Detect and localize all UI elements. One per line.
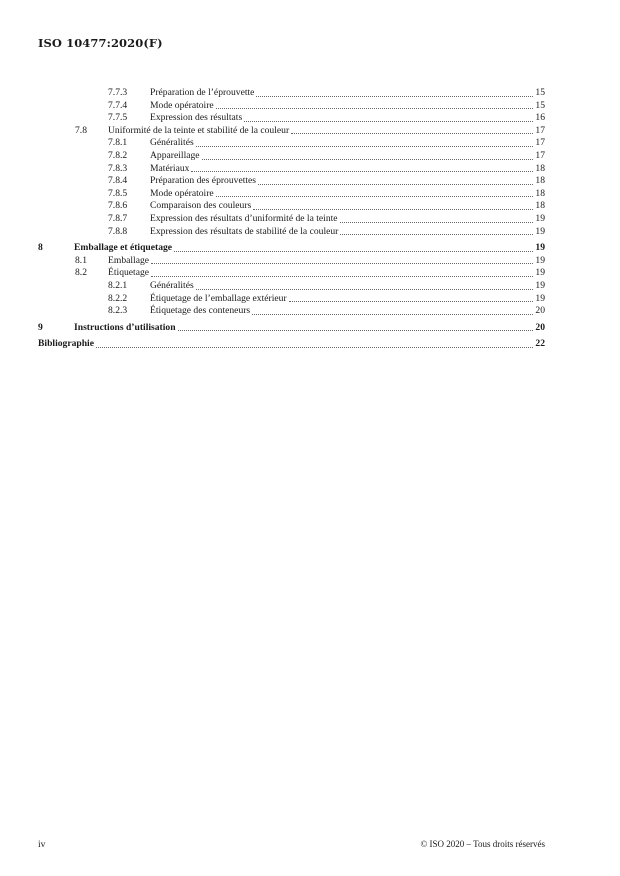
toc-entry-title[interactable]: Expression des résultats d’uniformité de la teinte	[150, 212, 338, 224]
dot-leader	[151, 268, 533, 277]
dot-leader	[258, 176, 533, 185]
toc-entry-title[interactable]: Comparaison des couleurs	[150, 200, 252, 212]
toc-entry-line	[150, 87, 545, 100]
toc-entry-page: 19	[535, 279, 545, 291]
toc-entry-page: 15	[535, 87, 545, 98]
toc-entry-title[interactable]: Uniformité de la teinte et stabilité de la couleur	[108, 124, 290, 136]
toc-entry-title[interactable]: Mode opératoire	[150, 187, 214, 199]
toc-entry-page: 19	[535, 212, 545, 224]
dot-leader	[151, 255, 533, 264]
dot-leader	[196, 138, 534, 147]
toc-entry[interactable]	[38, 267, 545, 280]
toc-entry-page: 22	[535, 338, 545, 350]
toc-entry-number: 7.7.3	[108, 87, 128, 98]
toc-entry-number: 7.8	[75, 124, 87, 136]
toc-entry-line	[150, 280, 545, 293]
toc-entry-number: 8	[38, 242, 43, 254]
toc-entry-title[interactable]: Étiquetage des conteneurs	[150, 305, 251, 317]
toc-entry-line	[150, 200, 545, 213]
toc-entry[interactable]	[38, 137, 545, 150]
dot-leader	[291, 125, 533, 134]
toc-entry-line	[108, 125, 545, 138]
toc-entry-page: 19	[535, 254, 545, 266]
toc-entry[interactable]	[38, 150, 545, 163]
toc-entry-line	[108, 255, 545, 268]
toc-entry-page: 19	[535, 242, 545, 254]
toc-entry[interactable]	[38, 293, 545, 306]
toc-entry-line	[38, 338, 545, 351]
toc-entry-page: 15	[535, 99, 545, 111]
dot-leader	[191, 163, 533, 172]
toc-entry-number: 7.8.3	[108, 162, 128, 174]
toc-entry-line	[150, 112, 545, 125]
toc-entry-title[interactable]: Étiquetage de l’emballage extérieur	[150, 292, 287, 304]
toc-entry-page: 18	[535, 162, 545, 174]
toc-entry-line	[150, 163, 545, 176]
dot-leader	[244, 113, 533, 122]
toc-entry[interactable]	[38, 125, 545, 138]
toc-entry-page: 20	[535, 321, 545, 333]
toc-entry-number: 7.8.6	[108, 200, 128, 212]
toc-entry-number: 8.2.1	[108, 279, 128, 291]
toc-entry-title[interactable]: Généralités	[150, 137, 194, 149]
toc-entry-page: 17	[535, 149, 545, 161]
toc-entry[interactable]	[38, 255, 545, 268]
toc-entry-line	[150, 100, 545, 113]
toc-entry[interactable]	[38, 188, 545, 201]
toc-entry-number: 7.8.7	[108, 212, 128, 224]
toc-entry-page: 19	[535, 292, 545, 304]
toc-entry-page: 18	[535, 187, 545, 199]
toc-entry-line	[150, 137, 545, 150]
dot-leader	[196, 281, 534, 290]
toc-entry-number: 9	[38, 321, 43, 333]
toc-entry[interactable]	[38, 200, 545, 213]
dot-leader	[174, 243, 533, 252]
toc-entry-number: 7.8.5	[108, 187, 128, 199]
toc-entry-title[interactable]: Matériaux	[150, 162, 190, 174]
dot-leader	[340, 226, 533, 235]
dot-leader	[202, 151, 534, 160]
toc-entry[interactable]	[38, 338, 545, 351]
toc-entry[interactable]	[38, 163, 545, 176]
toc-entry-number: 7.8.2	[108, 149, 128, 161]
toc-entry-title[interactable]: Expression des résultats	[150, 112, 243, 124]
toc-entry[interactable]	[38, 305, 545, 318]
toc-entry-title[interactable]: Emballage	[108, 254, 150, 266]
toc-entry[interactable]	[38, 280, 545, 293]
dot-leader	[253, 201, 533, 210]
toc-entry-line	[150, 175, 545, 188]
dot-leader	[96, 339, 533, 348]
page-number: iv	[38, 839, 46, 850]
toc-entry-number: 8.2.3	[108, 305, 128, 317]
toc-entry-line	[150, 226, 545, 239]
toc-entry-line	[150, 293, 545, 306]
toc-entry[interactable]	[38, 87, 545, 100]
toc-entry-line	[150, 188, 545, 201]
toc-entry-line	[74, 242, 545, 255]
toc-entry-number: 8.2.2	[108, 292, 128, 304]
toc-entry-number: 7.8.4	[108, 175, 128, 187]
toc-entry-number: 7.8.1	[108, 137, 128, 149]
toc-entry-number: 7.8.8	[108, 225, 128, 237]
toc-entry-page: 19	[535, 225, 545, 237]
toc-entry-page: 17	[535, 124, 545, 136]
toc-entry-title[interactable]: Préparation de l’éprouvette	[150, 87, 255, 98]
toc-entry[interactable]	[38, 175, 545, 188]
toc-entry-title[interactable]: Bibliographie	[38, 338, 94, 350]
dot-leader	[178, 322, 534, 331]
toc-entry[interactable]	[38, 213, 545, 226]
toc-entry-line	[150, 213, 545, 226]
toc-entry[interactable]	[38, 226, 545, 239]
toc-entry-title[interactable]: Expression des résultats de stabilité de la couleur	[150, 225, 339, 237]
toc-entry-title[interactable]: Généralités	[150, 279, 194, 291]
toc-entry-number: 8.1	[75, 254, 87, 266]
dot-leader	[340, 214, 534, 223]
toc-entry-title[interactable]: Instructions d’utilisation	[74, 321, 176, 333]
toc-entry[interactable]	[38, 242, 545, 255]
toc-entry-line	[74, 322, 545, 335]
toc-entry[interactable]	[38, 100, 545, 113]
toc-entry-page: 18	[535, 200, 545, 212]
copyright-notice: © ISO 2020 – Tous droits réservés	[420, 839, 545, 849]
document-id: ISO 10477:2020(F)	[38, 36, 163, 50]
toc-entry-page: 17	[535, 137, 545, 149]
toc-entry-line	[150, 305, 545, 318]
toc-entry-title[interactable]: Appareillage	[150, 149, 200, 161]
toc-entry-page: 19	[535, 267, 545, 279]
toc-entry-title[interactable]: Mode opératoire	[150, 99, 214, 111]
toc-entry-page: 18	[535, 175, 545, 187]
toc-entry-number: 7.7.4	[108, 99, 128, 111]
table-of-contents	[38, 87, 545, 351]
dot-leader	[252, 306, 533, 315]
dot-leader	[289, 293, 534, 302]
toc-entry-title[interactable]: Emballage et étiquetage	[74, 242, 173, 254]
toc-entry-line	[108, 267, 545, 280]
toc-entry-title[interactable]: Étiquetage	[108, 267, 150, 279]
toc-entry-title[interactable]: Préparation des éprouvettes	[150, 175, 257, 187]
toc-entry[interactable]	[38, 112, 545, 125]
dot-leader	[216, 100, 534, 109]
toc-entry-page: 16	[535, 112, 545, 124]
toc-entry-number: 8.2	[75, 267, 87, 279]
dot-leader	[216, 188, 534, 197]
toc-entry[interactable]	[38, 322, 545, 335]
toc-entry-number: 7.7.5	[108, 112, 128, 124]
dot-leader	[256, 88, 533, 97]
toc-entry-line	[150, 150, 545, 163]
toc-entry-page: 20	[535, 305, 545, 317]
